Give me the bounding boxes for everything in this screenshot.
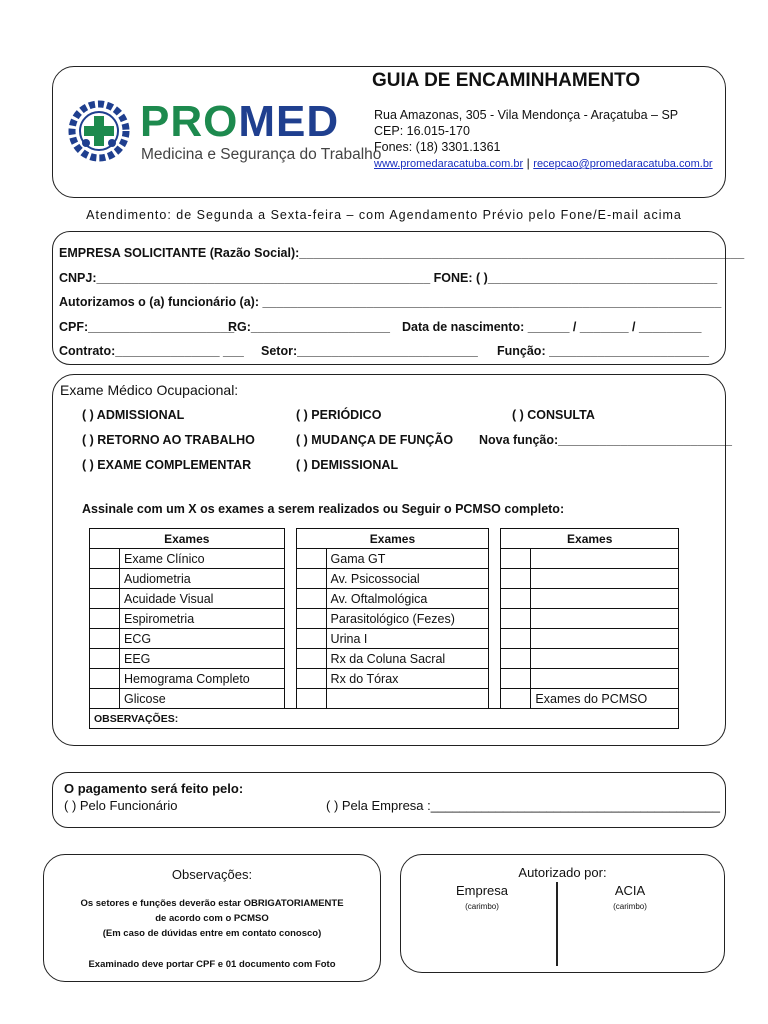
exam-name [531, 569, 679, 589]
observations-line1: Os setores e funções deverão estar OBRIGATORIAMENTE [80, 898, 344, 909]
exam-name: Parasitológico (Fezes) [326, 609, 489, 629]
exams-table [89, 528, 679, 729]
acia-stamp-label: ACIA [614, 883, 646, 898]
payment-heading: O pagamento será feito pelo: [64, 781, 244, 796]
new-function-field[interactable]: Nova função:_________________________ [479, 433, 732, 447]
option-exame-complementar[interactable]: ( ) EXAME COMPLEMENTAR [82, 458, 252, 472]
exam-checkbox[interactable] [296, 649, 326, 669]
rg-field[interactable]: RG:____________________ [228, 320, 390, 334]
exam-checkbox[interactable] [501, 629, 531, 649]
employee-name-field[interactable]: Autorizamos o (a) funcionário (a): __________________________________________________________________ [59, 295, 722, 309]
company-stamp-note: (carimbo) [465, 902, 499, 911]
exam-name: EEG [120, 649, 285, 669]
option-consulta[interactable]: ( ) CONSULTA [512, 408, 595, 422]
option-admissional[interactable]: ( ) ADMISSIONAL [82, 408, 185, 422]
exam-name: Audiometria [120, 569, 285, 589]
exam-checkbox[interactable] [296, 629, 326, 649]
observations-heading: Observações: [171, 867, 253, 882]
exam-name [531, 589, 679, 609]
exam-name: Urina I [326, 629, 489, 649]
exam-name: Exames do PCMSO [531, 689, 679, 709]
logo-subtitle: Medicina e Segurança do Trabalho [141, 146, 382, 163]
website-link[interactable]: www.promedaracatuba.com.br [374, 158, 524, 170]
exam-name [531, 549, 679, 569]
option-demissional[interactable]: ( ) DEMISSIONAL [296, 458, 399, 472]
observations-line2: de acordo com o PCMSO [155, 913, 269, 924]
exam-checkbox[interactable] [501, 649, 531, 669]
option-retorno[interactable]: ( ) RETORNO AO TRABALHO [82, 433, 255, 447]
exam-name [531, 669, 679, 689]
table-row [90, 589, 679, 609]
observations-line4: Examinado deve portar CPF e 01 documento com Foto [88, 959, 336, 970]
cep-line: CEP: 16.015-170 [374, 124, 470, 138]
payment-company-option[interactable]: ( ) Pela Empresa :________________________________________ [326, 798, 720, 813]
exam-name: Rx da Coluna Sacral [326, 649, 489, 669]
exam-name: Rx do Tórax [326, 669, 489, 689]
exam-name [326, 689, 489, 709]
table-row [90, 569, 679, 589]
exam-checkbox[interactable] [90, 609, 120, 629]
authorized-divider [556, 882, 558, 966]
exam-checkbox[interactable] [296, 589, 326, 609]
table-row [90, 669, 679, 689]
exam-name: Av. Oftalmológica [326, 589, 489, 609]
birth-date-field[interactable]: Data de nascimento: ______ / _______ / _________ [402, 320, 702, 334]
exam-instruction: Assinale com um X os exames a serem realizados ou Seguir o PCMSO completo: [82, 502, 565, 516]
exam-name: Gama GT [326, 549, 489, 569]
exam-name [531, 609, 679, 629]
table-header: Exames [90, 529, 285, 549]
table-header: Exames [296, 529, 489, 549]
exam-checkbox[interactable] [501, 609, 531, 629]
exam-name [531, 649, 679, 669]
exam-checkbox[interactable] [296, 569, 326, 589]
exam-name: Acuidade Visual [120, 589, 285, 609]
exam-checkbox[interactable] [501, 689, 531, 709]
payment-employee-option[interactable]: ( ) Pelo Funcionário [64, 798, 178, 813]
table-header-row [90, 529, 679, 549]
table-row [90, 649, 679, 669]
exam-name: Glicose [120, 689, 285, 709]
phones-line: Fones: (18) 3301.1361 [374, 140, 501, 154]
exam-checkbox[interactable] [296, 669, 326, 689]
function-field[interactable]: Função: _______________________ [497, 344, 709, 358]
cnpj-phone-field[interactable]: CNPJ:________________________________________________ FONE: ( )_________________________________ [59, 271, 718, 285]
exam-checkbox[interactable] [90, 569, 120, 589]
company-stamp-label: Empresa [455, 883, 509, 898]
exam-checkbox[interactable] [296, 549, 326, 569]
observations-line3: (Em caso de dúvidas entre em contato conosco) [102, 928, 322, 939]
exam-checkbox[interactable] [90, 669, 120, 689]
page-title: GUIA DE ENCAMINHAMENTO [372, 70, 641, 91]
exam-checkbox[interactable] [90, 549, 120, 569]
promed-logo-icon [64, 96, 134, 166]
schedule-banner: Atendimento: de Segunda a Sexta-feira – com Agendamento Prévio pelo Fone/E-mail acima [86, 208, 682, 222]
exam-checkbox[interactable] [501, 669, 531, 689]
exam-checkbox[interactable] [90, 589, 120, 609]
exam-name: Espirometria [120, 609, 285, 629]
exam-checkbox[interactable] [296, 689, 326, 709]
cpf-field[interactable]: CPF:_____________________ [59, 320, 235, 334]
option-mudanca-funcao[interactable]: ( ) MUDANÇA DE FUNÇÃO [296, 433, 454, 447]
exam-checkbox[interactable] [501, 549, 531, 569]
link-separator: | [526, 156, 530, 170]
table-row [90, 549, 679, 569]
exam-checkbox[interactable] [501, 589, 531, 609]
table-row [90, 609, 679, 629]
address-line: Rua Amazonas, 305 - Vila Mendonça - Araçatuba – SP [374, 108, 679, 122]
table-row [90, 689, 679, 709]
company-name-field[interactable]: EMPRESA SOLICITANTE (Razão Social):________________________________________________________________ [59, 246, 745, 260]
option-periodico[interactable]: ( ) PERIÓDICO [296, 408, 382, 422]
exam-checkbox[interactable] [90, 629, 120, 649]
observations-label[interactable]: OBSERVAÇÕES: [90, 709, 679, 729]
contract-field[interactable]: Contrato:_______________ ___ [59, 344, 244, 358]
observations-row [90, 709, 679, 729]
acia-stamp-note: (carimbo) [613, 902, 647, 911]
exam-name: Exame Clínico [120, 549, 285, 569]
exam-checkbox[interactable] [90, 649, 120, 669]
email-link[interactable]: recepcao@promedaracatuba.com.br [533, 158, 713, 170]
exam-name: Hemograma Completo [120, 669, 285, 689]
exam-heading: Exame Médico Ocupacional: [60, 382, 239, 398]
table-header: Exames [501, 529, 679, 549]
exam-name: Av. Psicossocial [326, 569, 489, 589]
authorized-heading: Autorizado por: [518, 865, 607, 880]
exam-checkbox[interactable] [296, 609, 326, 629]
exam-name: ECG [120, 629, 285, 649]
table-row [90, 629, 679, 649]
logo-wordmark: PROMED [140, 97, 340, 146]
exam-checkbox[interactable] [501, 569, 531, 589]
exam-name [531, 629, 679, 649]
sector-field[interactable]: Setor:__________________________ [261, 344, 478, 358]
exam-checkbox[interactable] [90, 689, 120, 709]
